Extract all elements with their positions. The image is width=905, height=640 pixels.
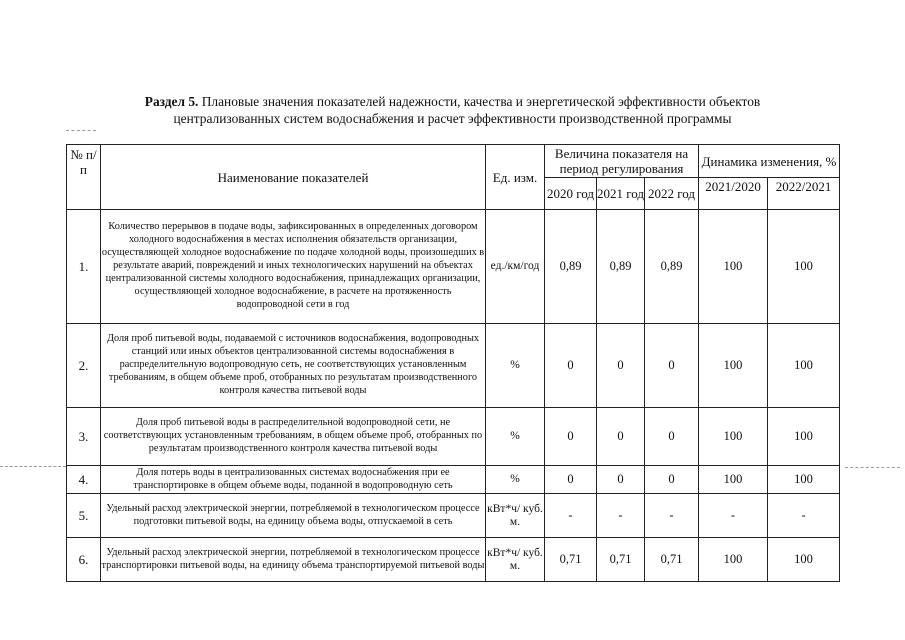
col-header-dyn-2021-2020: 2021/2020: [699, 178, 768, 210]
value-2022: 0: [645, 324, 699, 408]
dynamics-2021-2020: 100: [699, 538, 768, 582]
row-number: 3.: [67, 408, 101, 466]
section-heading: [60, 93, 845, 127]
col-header-year-2021: 2021 год: [597, 178, 645, 210]
heading-text-1: Плановые значения показателей надежности, качества и энергетической эффективности объектов: [201, 94, 761, 109]
indicator-name: Доля потерь воды в централизованных системах водоснабжения при ее транспортировке в общем объеме воды, поданной в водопроводную сеть: [101, 466, 486, 494]
row-number: 4.: [67, 466, 101, 494]
col-header-num: № п/п: [67, 145, 101, 210]
value-2021: 0: [597, 466, 645, 494]
indicator-name: Количество перерывов в подаче воды, зафиксированных в определенных договором холодного водоснабжения в местах исполнения обязательств организации, осуществляющей холодное водоснабжение по подаче холодной воды, произошедших в результате аварий, повреждений и иных технологических нарушений на объектах централизованной системы холодного водоснабжения, принадлежащих организации, осуществляющей холодное водоснабжение, в расчете на протяженность водопроводной сети в год: [101, 210, 486, 324]
value-2020: 0: [545, 324, 597, 408]
value-2021: 0: [597, 324, 645, 408]
dynamics-2022-2021: 100: [768, 210, 840, 324]
scan-mark-line: [66, 130, 96, 131]
value-2020: 0,89: [545, 210, 597, 324]
heading-line-1: [60, 93, 845, 110]
value-2020: 0: [545, 408, 597, 466]
value-2022: 0: [645, 408, 699, 466]
indicator-unit: %: [486, 466, 545, 494]
indicator-unit: кВт*ч/ куб. м.: [486, 538, 545, 582]
value-2022: 0,71: [645, 538, 699, 582]
dynamics-2022-2021: 100: [768, 408, 840, 466]
col-header-period: Величина показателя на период регулирования: [545, 145, 699, 178]
dynamics-2022-2021: -: [768, 494, 840, 538]
indicator-name: Доля проб питьевой воды, подаваемой с источников водоснабжения, водопроводных станций или иных объектов централизованной системы водоснабжения в распределительную водопроводную сеть, не соответствующих установленным требованиям, в общем объеме проб, отобранных по результатам производственного контроля качества питьевой воды: [101, 324, 486, 408]
col-header-name: Наименование показателей: [101, 145, 486, 210]
dynamics-2021-2020: 100: [699, 466, 768, 494]
table-row: [67, 494, 840, 538]
col-header-dynamics: Динамика изменения, %: [699, 145, 840, 178]
table-row: [67, 408, 840, 466]
value-2020: 0: [545, 466, 597, 494]
table-row: [67, 466, 840, 494]
table-row: [67, 324, 840, 408]
value-2020: 0,71: [545, 538, 597, 582]
value-2021: 0: [597, 408, 645, 466]
scan-mark-line: [0, 466, 66, 467]
value-2021: 0,89: [597, 210, 645, 324]
row-number: 2.: [67, 324, 101, 408]
row-number: 5.: [67, 494, 101, 538]
heading-line-2: централизованных систем водоснабжения и расчет эффективности производственной программы: [173, 111, 732, 126]
indicator-unit: кВт*ч/ куб. м.: [486, 494, 545, 538]
dynamics-2022-2021: 100: [768, 324, 840, 408]
indicator-name: Удельный расход электрической энергии, потребляемой в технологическом процессе подготовки питьевой воды, на единицу объема воды, отпускаемой в сеть: [101, 494, 486, 538]
value-2021: -: [597, 494, 645, 538]
dynamics-2022-2021: 100: [768, 538, 840, 582]
value-2020: -: [545, 494, 597, 538]
col-header-year-2022: 2022 год: [645, 178, 699, 210]
col-header-dyn-2022-2021: 2022/2021: [768, 178, 840, 210]
value-2022: 0: [645, 466, 699, 494]
col-header-year-2020: 2020 год: [545, 178, 597, 210]
table-row: [67, 210, 840, 324]
indicators-table: [66, 144, 840, 582]
section-label: Раздел 5.: [144, 94, 199, 109]
indicator-name: Доля проб питьевой воды в распределительной водопроводной сети, не соответствующих установленным требованиям, в общем объеме проб, отобранных по результатам производственного контроля качества питьевой воды: [101, 408, 486, 466]
dynamics-2021-2020: 100: [699, 408, 768, 466]
indicator-unit: ед./км/год: [486, 210, 545, 324]
dynamics-2022-2021: 100: [768, 466, 840, 494]
indicator-name: Удельный расход электрической энергии, потребляемой в технологическом процессе транспортировки питьевой воды, на единицу объема транспортируемой питьевой воды: [101, 538, 486, 582]
value-2022: 0,89: [645, 210, 699, 324]
table-row: [67, 538, 840, 582]
indicator-unit: %: [486, 408, 545, 466]
dynamics-2021-2020: -: [699, 494, 768, 538]
row-number: 1.: [67, 210, 101, 324]
scan-mark-line: [845, 467, 900, 468]
col-header-unit: Ед. изм.: [486, 145, 545, 210]
value-2022: -: [645, 494, 699, 538]
dynamics-2021-2020: 100: [699, 210, 768, 324]
value-2021: 0,71: [597, 538, 645, 582]
dynamics-2021-2020: 100: [699, 324, 768, 408]
row-number: 6.: [67, 538, 101, 582]
indicator-unit: %: [486, 324, 545, 408]
